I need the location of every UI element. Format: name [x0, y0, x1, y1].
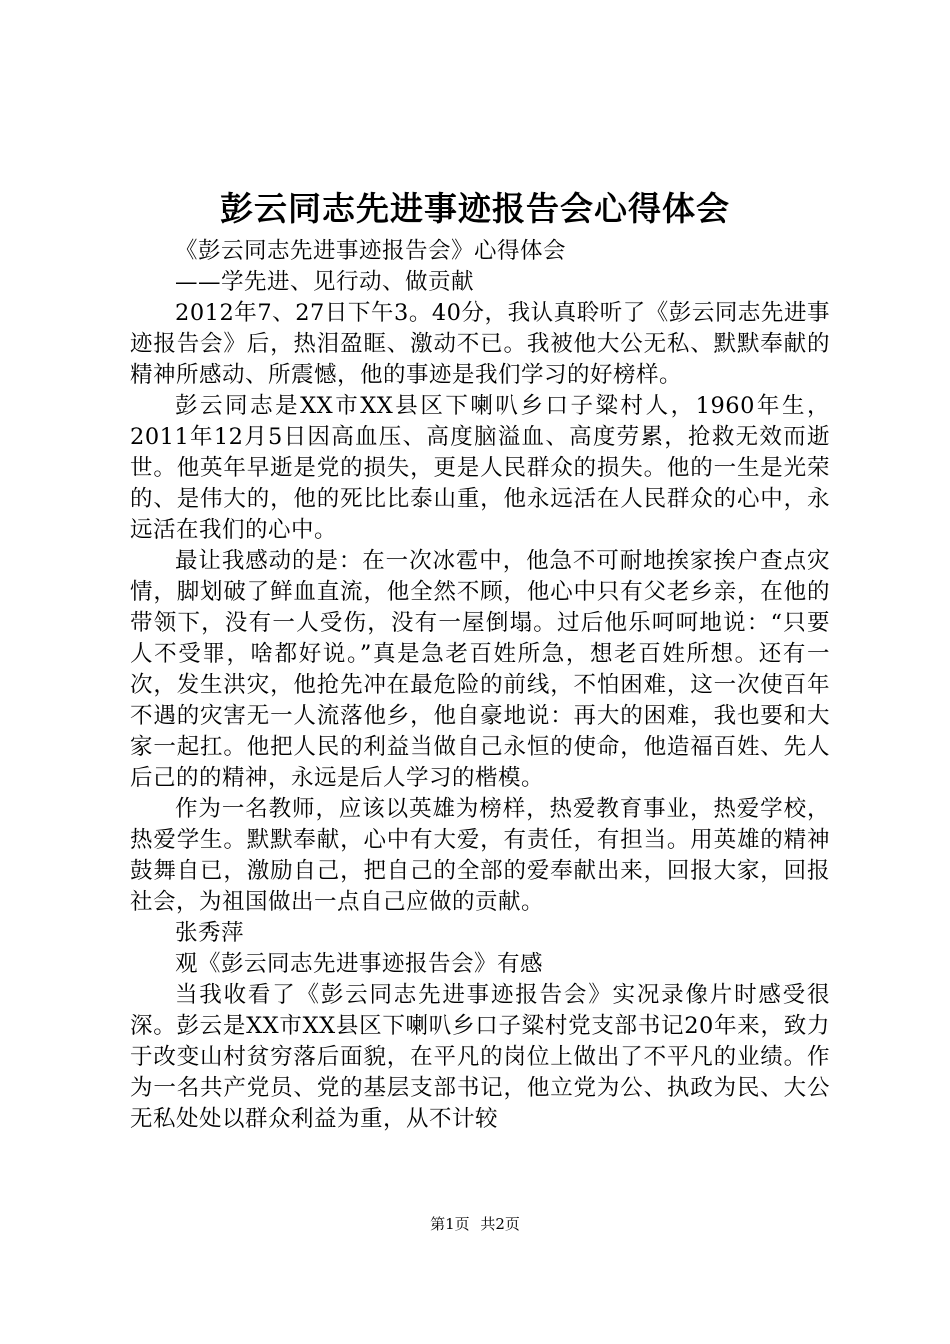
- page-total: 共2页: [480, 1215, 520, 1233]
- section-heading: 观《彭云同志先进事迹报告会》有感: [175, 951, 544, 977]
- document-body: [130, 236, 830, 1135]
- page-footer: [0, 1213, 950, 1235]
- subtitle-heading: 《彭云同志先进事迹报告会》心得体会: [175, 238, 567, 264]
- paragraph-second-essay: 当我收看了《彭云同志先进事迹报告会》实况录像片时感受很深。彭云是XX市XX县区下喇叭乡口子粱村党支部书记20年来，致力于改变山村贫穷落后面貌，在平凡的岗位上做出了不平凡的业绩。作为一名共产党员、党的基层支部书记，他立党为公、执政为民、大公无私处处以群众利益为重，从不计较: [130, 982, 830, 1132]
- subtitle-tagline: ——学先进、见行动、做贡献: [175, 269, 475, 295]
- document-title: 彭云同志先进事迹报告会心得体会: [220, 189, 730, 228]
- paragraph-teacher: 作为一名教师，应该以英雄为榜样，热爱教育事业，热爱学校，热爱学生。默默奉献，心中有大爱，有责任，有担当。用英雄的精神鼓舞自已，激励自己，把自己的全部的爱奉献出来，回报大家，回报社会，为祖国做出一点自己应做的贡献。: [130, 796, 830, 915]
- author-name: 张秀萍: [175, 920, 245, 946]
- page-number: 第1页: [430, 1215, 470, 1233]
- paragraph-story: 最让我感动的是：在一次冰雹中，他急不可耐地挨家挨户查点灾情，脚划破了鲜血直流，他全然不顾，他心中只有父老乡亲，在他的带领下，没有一人受伤，没有一屋倒塌。过后他乐呵呵地说：“只要人不受罪，啥都好说。”真是急老百姓所急，想老百姓所想。还有一次，发生洪灾，他抢先冲在最危险的前线，不怕困难，这一次使百年不遇的灾害无一人流落他乡，他自豪地说：再大的困难，我也要和大家一起扛。他把人民的利益当做自己永恒的使命，他造福百姓、先人后己的的精神，永远是后人学习的楷模。: [130, 548, 830, 791]
- paragraph-intro: 2012年7、27日下午3。40分，我认真聆听了《彭云同志先进事迹报告会》后，热泪盈眶、激动不已。我被他大公无私、默默奉献的精神所感动、所震憾，他的事迹是我们学习的好榜样。: [130, 300, 830, 388]
- paragraph-biography: 彭云同志是XX市XX县区下喇叭乡口子粱村人，1960年生，2011年12月5日因高血压、高度脑溢血、高度劳累，抢救无效而逝世。他英年早逝是党的损失，更是人民群众的损失。他的一生是光荣的、是伟大的，他的死比比泰山重，他永远活在人民群众的心中，永远活在我们的心中。: [130, 393, 830, 543]
